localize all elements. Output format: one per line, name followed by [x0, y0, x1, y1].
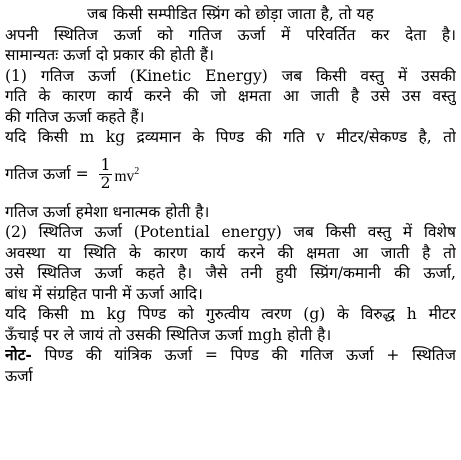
note-text: पिण्ड की यांत्रिक ऊर्जा = पिण्ड की गतिज ऊर्जा + स्थितिज — [44, 346, 456, 364]
potential-line-4: बांध में संग्रहित पानी में ऊर्जा आदि। — [5, 284, 203, 303]
kinetic-energy-formula — [5, 150, 456, 200]
kinetic-line-4: यदि किसी m kg द्रव्यमान के पिण्ड की गति v मीटर/सेकण्ड है, तो — [5, 128, 456, 146]
potential-line-5: यदि किसी m kg पिण्ड को गुरुत्वीय त्वरण (g) के विरुद्ध h मीटर — [5, 305, 456, 323]
intro-line-1: जब किसी सम्पीडित स्प्रिंग को छोड़ा जाता है, तो यह — [87, 5, 374, 23]
fraction-denominator: 2 — [100, 174, 111, 192]
kinetic-heading-line: (1) गतिज ऊर्जा (Kinetic Energy) जब किसी वस्तु में उसकी — [5, 66, 456, 85]
intro-line-2: अपनी स्थितिज ऊर्जा को गतिज ऊर्जा में परिवर्तित कर देता है। — [5, 25, 456, 44]
kinetic-line-3: की गतिज ऊर्जा कहते हैं। — [5, 107, 145, 126]
formula-label: गतिज ऊर्जा = — [5, 165, 89, 184]
note-label: नोट- — [5, 345, 32, 364]
intro-line-3: सामान्यतः ऊर्जा दो प्रकार की होती हैं। — [5, 46, 214, 64]
potential-line-3: उसे स्थितिज ऊर्जा कहते है। जैसे तनी हुयी स्प्रिंग/कमानी की ऊर्जा, — [5, 264, 456, 282]
note-line — [5, 345, 456, 366]
note-continuation: ऊर्जा — [5, 366, 33, 385]
kinetic-line-2: गति के कारण कार्य करने की जो क्षमता आ जाती है उसे उस वस्तु — [5, 87, 456, 105]
potential-line-2: अवस्था या स्थिति के कारण कार्य करने की क्षमता आ जाती है तो — [5, 243, 456, 262]
kinetic-line-5: गतिज ऊर्जा हमेशा धनात्मक होती है। — [5, 202, 210, 221]
fraction-numerator: 1 — [100, 156, 111, 174]
potential-heading-line: (2) स्थितिज ऊर्जा (Potential energy) जब किसी वस्तु में विशेष — [5, 223, 456, 241]
formula-term-base: mv — [114, 167, 135, 185]
formula-fraction — [99, 157, 113, 192]
formula-exponent: 2 — [134, 165, 140, 177]
potential-line-6: ऊँचाई पर ले जायं तो उसकी स्थितिज ऊर्जा mgh होती है। — [5, 325, 332, 344]
formula-term — [114, 162, 139, 188]
